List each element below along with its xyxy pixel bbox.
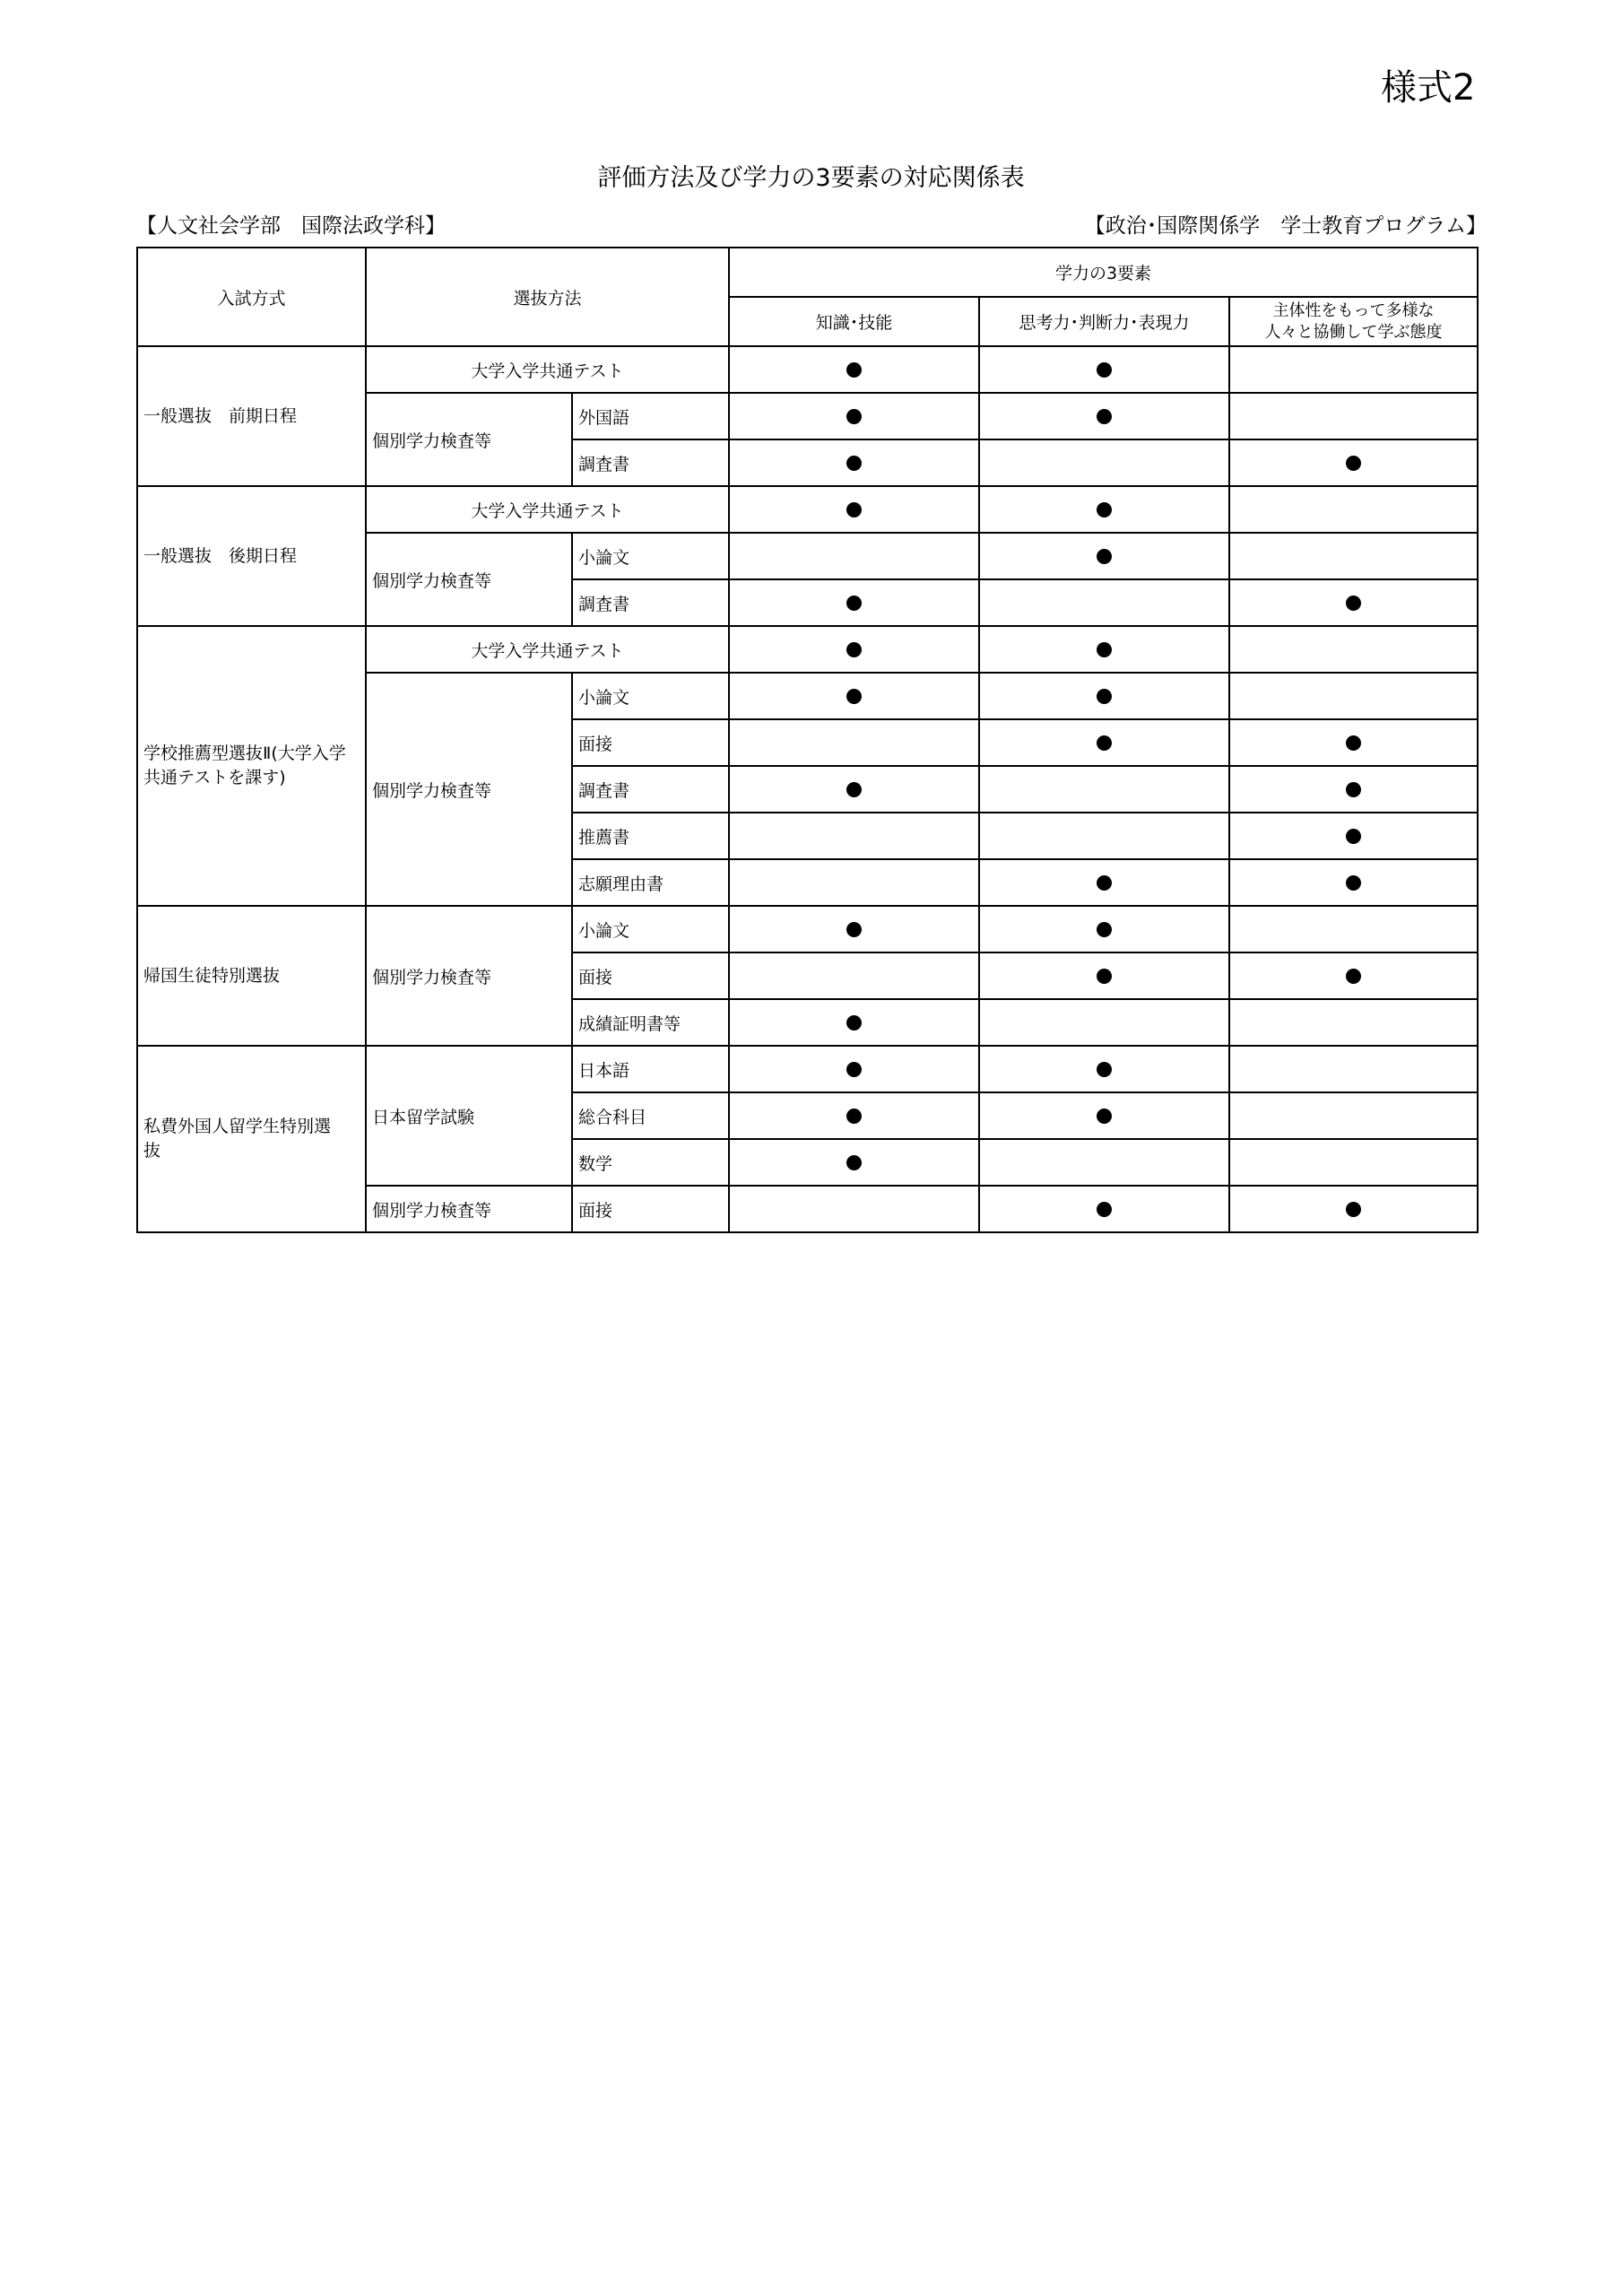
knowledge-mark-cell	[729, 1139, 979, 1186]
thinking-mark-cell	[979, 999, 1229, 1046]
thinking-mark-cell	[979, 439, 1229, 486]
filled-circle-icon	[846, 409, 862, 424]
knowledge-mark-cell	[729, 766, 979, 813]
knowledge-mark-cell	[729, 1186, 979, 1232]
knowledge-mark-cell	[729, 673, 979, 719]
filled-circle-icon	[1346, 969, 1361, 984]
thinking-mark-cell	[979, 1186, 1229, 1232]
filled-circle-icon	[1097, 362, 1112, 378]
filled-circle-icon	[1346, 456, 1361, 471]
sub-method-cell: 成績証明書等	[572, 999, 729, 1046]
exam-type-cell	[137, 1046, 366, 1232]
filled-circle-icon	[1097, 1109, 1112, 1124]
table-row	[137, 906, 1478, 952]
exam-type-line: 抜	[143, 1141, 161, 1161]
filled-circle-icon	[846, 642, 862, 657]
method-cell: 個別学力検査等	[366, 673, 572, 906]
sub-method-cell: 面接	[572, 719, 729, 766]
knowledge-mark-cell	[729, 579, 979, 626]
table-row	[137, 1046, 1478, 1092]
filled-circle-icon	[1097, 689, 1112, 704]
method-cell: 日本留学試験	[366, 1046, 572, 1186]
filled-circle-icon	[846, 689, 862, 704]
thinking-mark-cell	[979, 906, 1229, 952]
knowledge-mark-cell	[729, 1092, 979, 1139]
filled-circle-icon	[846, 1015, 862, 1031]
attitude-mark-cell	[1229, 952, 1478, 999]
exam-type-cell: 一般選抜 前期日程	[137, 346, 366, 486]
knowledge-mark-cell	[729, 999, 979, 1046]
knowledge-mark-cell	[729, 719, 979, 766]
knowledge-mark-cell	[729, 906, 979, 952]
exam-type-line: 共通テストを課す)	[143, 768, 286, 787]
department-label: 【人文社会学部 国際法政学科】	[136, 214, 446, 238]
sub-method-cell: 調査書	[572, 766, 729, 813]
filled-circle-icon	[846, 596, 862, 611]
sub-method-cell: 調査書	[572, 439, 729, 486]
filled-circle-icon	[1346, 735, 1361, 751]
attitude-mark-cell	[1229, 673, 1478, 719]
attitude-mark-cell	[1229, 486, 1478, 533]
exam-type-cell: 一般選抜 後期日程	[137, 486, 366, 626]
thinking-mark-cell	[979, 766, 1229, 813]
form-number: 様式2	[1381, 67, 1476, 109]
filled-circle-icon	[1097, 502, 1112, 517]
filled-circle-icon	[1097, 735, 1112, 751]
method-cell: 大学入学共通テスト	[366, 346, 729, 393]
method-cell: 個別学力検査等	[366, 393, 572, 486]
sub-method-cell: 面接	[572, 952, 729, 999]
attitude-mark-cell	[1229, 626, 1478, 673]
attitude-mark-cell	[1229, 533, 1478, 579]
document-title: 評価方法及び学力の3要素の対応関係表	[597, 164, 1025, 192]
sub-method-cell: 面接	[572, 1186, 729, 1232]
knowledge-mark-cell	[729, 486, 979, 533]
knowledge-mark-cell	[729, 813, 979, 859]
filled-circle-icon	[846, 1155, 862, 1170]
knowledge-mark-cell	[729, 346, 979, 393]
filled-circle-icon	[1097, 1062, 1112, 1077]
filled-circle-icon	[1346, 829, 1361, 844]
header-knowledge: 知識･技能	[729, 297, 979, 346]
header-attitude	[1229, 297, 1478, 346]
exam-type-line: 学校推薦型選抜Ⅱ(大学入学	[143, 744, 346, 763]
header-thinking: 思考力･判断力･表現力	[979, 297, 1229, 346]
method-cell: 個別学力検査等	[366, 1186, 572, 1232]
sub-method-cell: 小論文	[572, 673, 729, 719]
table-row	[137, 626, 1478, 673]
knowledge-mark-cell	[729, 393, 979, 439]
table-row	[137, 346, 1478, 393]
attitude-mark-cell	[1229, 1186, 1478, 1232]
filled-circle-icon	[846, 362, 862, 378]
thinking-mark-cell	[979, 952, 1229, 999]
sub-method-cell: 調査書	[572, 579, 729, 626]
filled-circle-icon	[846, 782, 862, 797]
filled-circle-icon	[1097, 969, 1112, 984]
attitude-mark-cell	[1229, 766, 1478, 813]
knowledge-mark-cell	[729, 533, 979, 579]
attitude-mark-cell	[1229, 579, 1478, 626]
header-selection-method: 選抜方法	[366, 248, 729, 346]
attitude-mark-cell	[1229, 439, 1478, 486]
attitude-mark-cell	[1229, 719, 1478, 766]
exam-type-line: 私費外国人留学生特別選	[143, 1117, 332, 1136]
thinking-mark-cell	[979, 813, 1229, 859]
filled-circle-icon	[1346, 1202, 1361, 1217]
table-row	[137, 486, 1478, 533]
sub-method-cell: 小論文	[572, 906, 729, 952]
method-cell: 個別学力検査等	[366, 906, 572, 1046]
filled-circle-icon	[846, 1062, 862, 1077]
thinking-mark-cell	[979, 346, 1229, 393]
header-three-elements: 学力の3要素	[729, 248, 1478, 297]
sub-method-cell: 数学	[572, 1139, 729, 1186]
thinking-mark-cell	[979, 1046, 1229, 1092]
exam-type-cell	[137, 626, 366, 906]
thinking-mark-cell	[979, 1139, 1229, 1186]
method-cell: 大学入学共通テスト	[366, 486, 729, 533]
method-cell: 大学入学共通テスト	[366, 626, 729, 673]
attitude-mark-cell	[1229, 1092, 1478, 1139]
attitude-mark-cell	[1229, 999, 1478, 1046]
thinking-mark-cell	[979, 859, 1229, 906]
header-attitude-line2: 人々と協働して学ぶ態度	[1264, 322, 1443, 342]
sub-method-cell: 外国語	[572, 393, 729, 439]
attitude-mark-cell	[1229, 393, 1478, 439]
knowledge-mark-cell	[729, 1046, 979, 1092]
filled-circle-icon	[1346, 782, 1361, 797]
sub-method-cell: 総合科目	[572, 1092, 729, 1139]
attitude-mark-cell	[1229, 859, 1478, 906]
knowledge-mark-cell	[729, 439, 979, 486]
filled-circle-icon	[846, 922, 862, 937]
filled-circle-icon	[1097, 1202, 1112, 1217]
thinking-mark-cell	[979, 486, 1229, 533]
knowledge-mark-cell	[729, 952, 979, 999]
knowledge-mark-cell	[729, 626, 979, 673]
attitude-mark-cell	[1229, 813, 1478, 859]
sub-method-cell: 小論文	[572, 533, 729, 579]
thinking-mark-cell	[979, 673, 1229, 719]
filled-circle-icon	[1097, 549, 1112, 564]
attitude-mark-cell	[1229, 1139, 1478, 1186]
evaluation-table	[136, 247, 1479, 1233]
filled-circle-icon	[1097, 642, 1112, 657]
header-attitude-line1: 主体性をもって多様な	[1272, 300, 1435, 320]
attitude-mark-cell	[1229, 346, 1478, 393]
filled-circle-icon	[846, 502, 862, 517]
filled-circle-icon	[1346, 875, 1361, 891]
thinking-mark-cell	[979, 533, 1229, 579]
header-exam-type: 入試方式	[137, 248, 366, 346]
filled-circle-icon	[1346, 596, 1361, 611]
filled-circle-icon	[1097, 875, 1112, 891]
sub-method-cell: 日本語	[572, 1046, 729, 1092]
filled-circle-icon	[846, 1109, 862, 1124]
filled-circle-icon	[846, 456, 862, 471]
thinking-mark-cell	[979, 626, 1229, 673]
header-row	[137, 248, 1478, 297]
program-label: 【政治･国際関係学 学士教育プログラム】	[1084, 214, 1487, 238]
attitude-mark-cell	[1229, 1046, 1478, 1092]
filled-circle-icon	[1097, 409, 1112, 424]
sub-method-cell: 志願理由書	[572, 859, 729, 906]
attitude-mark-cell	[1229, 906, 1478, 952]
sub-method-cell: 推薦書	[572, 813, 729, 859]
method-cell: 個別学力検査等	[366, 533, 572, 626]
thinking-mark-cell	[979, 393, 1229, 439]
knowledge-mark-cell	[729, 859, 979, 906]
filled-circle-icon	[1097, 922, 1112, 937]
exam-type-cell: 帰国生徒特別選抜	[137, 906, 366, 1046]
thinking-mark-cell	[979, 1092, 1229, 1139]
thinking-mark-cell	[979, 719, 1229, 766]
thinking-mark-cell	[979, 579, 1229, 626]
